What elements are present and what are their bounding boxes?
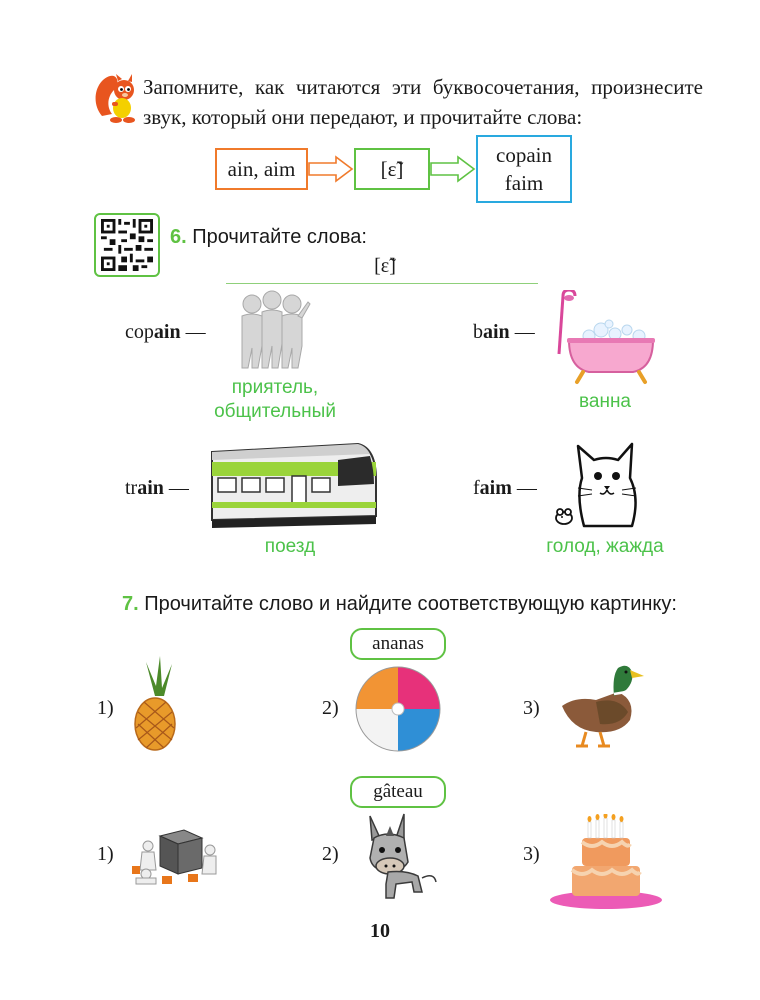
page-number: 10 [370,920,390,942]
word-bold-part: ain [153,321,181,343]
word-copain [125,321,206,344]
phoneme-label: [ɛ̃] [374,255,396,277]
flow-box-examples [476,135,572,203]
word-prefix: tr [125,477,138,499]
translation-bain [545,390,665,414]
qr-code-icon[interactable] [94,213,160,277]
word-pill-text: gâteau [373,781,423,802]
word-bold-part: ain [137,477,164,499]
option-number: 3) [523,697,540,719]
pineapple-icon [126,656,184,752]
cake-icon [548,814,664,910]
flow-box-example-1: copain [496,143,552,167]
word-bold-part: ain [483,321,510,343]
option-number: 1) [97,843,114,865]
translation-line-1: приятель, [231,377,319,398]
word-prefix: b [473,321,483,343]
donkey-icon [352,812,440,908]
intro-line-2: звук, который они передают, и прочитайте слова: [143,105,583,129]
people-figures-icon [232,290,312,370]
flow-box-example-2: faim [504,171,544,195]
intro-line-1: Запомните, как читаются эти буквосочетания, произнесите [143,75,703,99]
translation-line-1: голод, жажда [546,536,664,557]
option-number: 3) [523,843,540,865]
translation-faim [525,535,685,559]
translation-line-1: поезд [264,536,316,557]
phoneme-divider [226,283,538,284]
exercise-7-number: 7. [122,593,139,615]
exercise-6-title: Прочитайте слова: [192,226,367,248]
word-faim [473,477,537,500]
word-bain [473,321,535,344]
word-dash: — [163,477,189,499]
exercise-7-heading [122,593,677,616]
word-dash: — [180,321,206,343]
beach-ball-icon [354,665,442,753]
word-prefix: f [473,477,480,499]
translation-line-2: общительный [214,401,336,422]
translation-line-1: ванна [579,391,631,412]
arrow-right-icon [308,155,354,183]
squirrel-mascot-icon [94,72,140,124]
cat-icon [548,436,648,532]
word-dash: — [511,477,537,499]
train-icon [208,440,380,532]
translation-copain [200,376,350,424]
option-number: 2) [322,843,339,865]
duck-icon [556,656,646,750]
word-train [125,477,189,500]
intro-text [143,72,703,132]
bathtub-icon [549,290,659,385]
word-prefix: cop [125,321,154,343]
exercise-6-heading [170,226,367,249]
exercise-6-number: 6. [170,226,187,248]
word-pill-text: ananas [372,633,424,654]
option-number: 2) [322,697,339,719]
translation-train [230,535,350,559]
arrow-right-icon [430,155,476,183]
flow-box-sound [354,148,430,190]
qr-code-pattern [100,219,154,271]
flow-box-letters-text: ain, aim [227,156,296,181]
cube-figures-icon [126,826,220,886]
word-pill-ananas [350,628,446,660]
flow-box-letters [215,148,308,190]
exercise-7-title: Прочитайте слово и найдите соответствующую картинку: [144,593,677,615]
word-bold-part: aim [479,477,512,499]
option-number: 1) [97,697,114,719]
word-pill-gateau [350,776,446,808]
word-dash: — [509,321,535,343]
flow-box-sound-text: [ɛ̃] [380,156,404,181]
